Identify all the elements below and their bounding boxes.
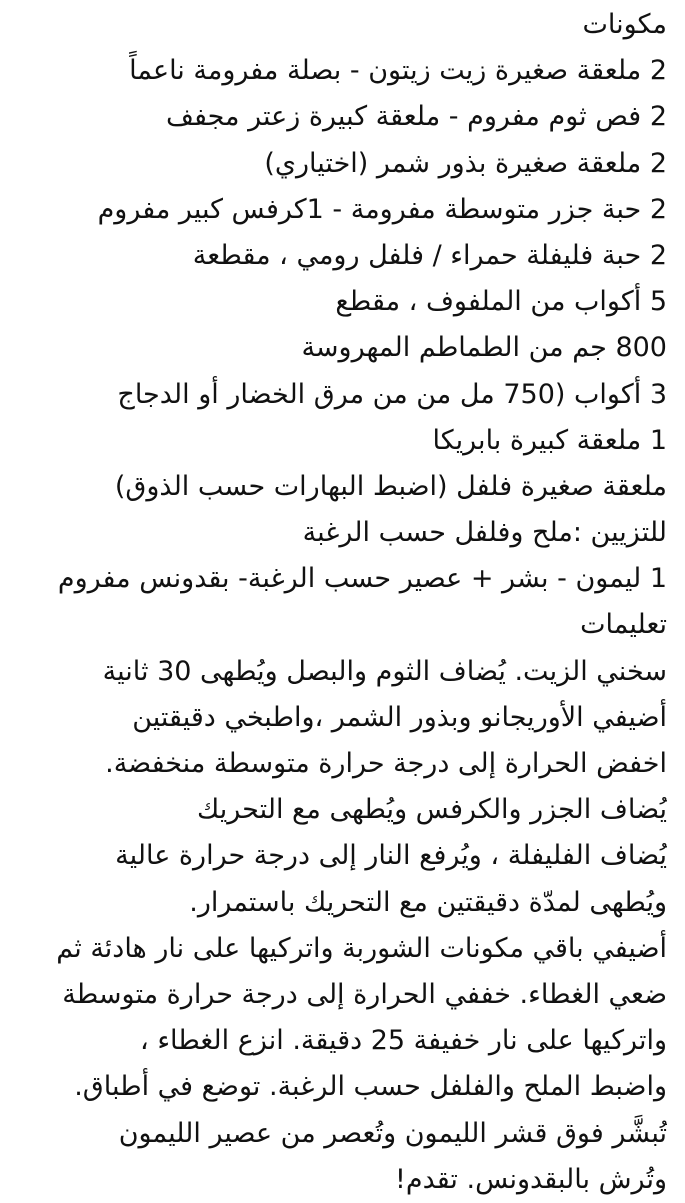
ingredient-line: 2 حبة فليفلة حمراء / فلفل رومي ، مقطعة: [192, 239, 667, 271]
instruction-line: سخني الزيت. يُضاف الثوم والبصل ويُطهى 30 ثانية: [102, 655, 667, 687]
ingredient-line: ملعقة صغيرة فلفل (اضبط البهارات حسب الذوق): [114, 470, 667, 502]
instruction-line: يُضاف الفليفلة ، ويُرفع النار إلى درجة حرارة عالية: [115, 840, 667, 872]
ingredient-line: 800 جم من الطماطم المهروسة: [301, 332, 667, 364]
ingredient-line: 2 فص ثوم مفروم - ملعقة كبيرة زعتر مجفف: [166, 101, 667, 133]
recipe-text: [22, 2, 667, 1203]
ingredients-heading: مكونات: [582, 9, 667, 40]
ingredient-line: 1 ليمون - بشر + عصير حسب الرغبة- بقدونس مفروم: [57, 563, 667, 595]
instruction-line: تُبشَّر فوق قشر الليمون وتُعصر من عصير الليمون: [118, 1117, 667, 1149]
instruction-line: وتُرش بالبقدونس. تقدم!: [395, 1163, 667, 1195]
ingredient-line: 3 أكواب (750 مل من من مرق الخضار أو الدجاج: [117, 378, 667, 410]
instruction-line: أضيفي باقي مكونات الشوربة واتركيها على نار هادئة ثم: [56, 932, 667, 964]
recipe-page: [0, 2, 685, 1202]
ingredient-line: للتزيين :ملح وفلفل حسب الرغبة: [302, 517, 667, 549]
ingredient-line: 1 ملعقة كبيرة بابريكا: [432, 424, 667, 456]
ingredient-line: 2 ملعقة صغيرة زيت زيتون - بصلة مفرومة ناعماً: [129, 55, 667, 87]
instruction-line: يُضاف الجزر والكرفس ويُطهى مع التحريك: [196, 794, 667, 826]
instructions-heading: تعليمات: [580, 609, 667, 641]
instruction-line: واضبط الملح والفلفل حسب الرغبة. توضع في أطباق.: [74, 1071, 667, 1103]
instruction-line: ويُطهى لمدّة دقيقتين مع التحريك باستمرار.: [189, 886, 667, 918]
instruction-line: واتركيها على نار خفيفة 25 دقيقة. انزع الغطاء ،: [140, 1025, 667, 1057]
instruction-line: أضيفي الأوريجانو وبذور الشمر ،واطبخي دقيقتين: [132, 701, 667, 733]
instruction-line: اخفض الحرارة إلى درجة حرارة متوسطة منخفضة.: [105, 748, 667, 779]
instruction-line: ضعي الغطاء. خففي الحرارة إلى درجة حرارة متوسطة: [62, 978, 667, 1010]
ingredient-line: 5 أكواب من الملفوف ، مقطع: [335, 286, 667, 318]
ingredient-line: 2 ملعقة صغيرة بذور شمر (اختياري): [264, 147, 667, 179]
ingredient-line: 2 حبة جزر متوسطة مفرومة - 1كرفس كبير مفروم: [97, 193, 667, 225]
